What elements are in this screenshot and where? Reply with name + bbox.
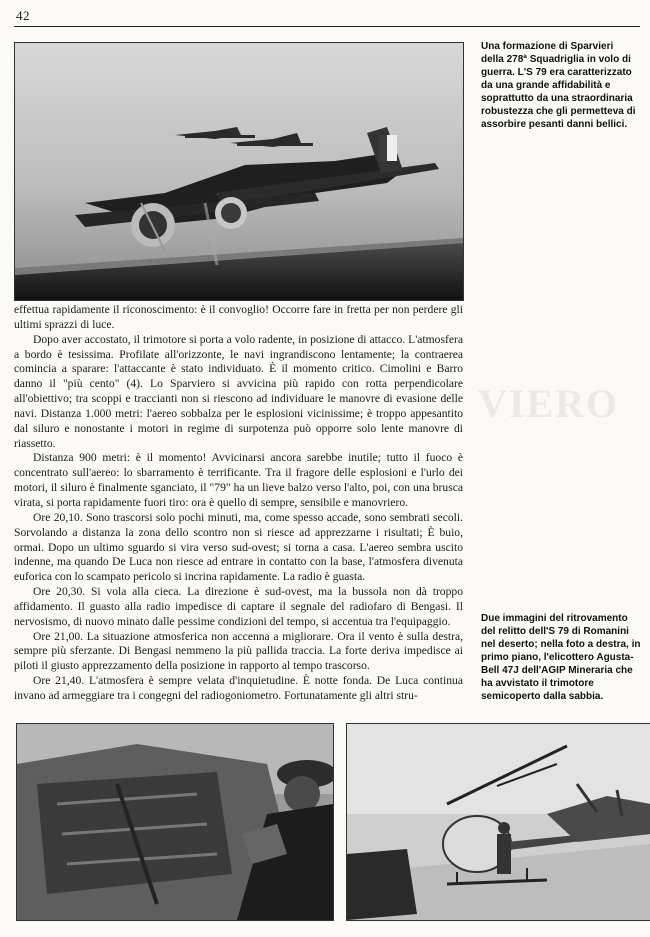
- helicopter-desert-photo: [346, 723, 650, 921]
- header-rule: [14, 26, 640, 27]
- top-photo-caption: Una formazione di Sparvieri della 278ª Squadriglia in volo di guerra. L'S 79 era caratterizzato da una grande affidabilità e soprattutto da una straordinaria robustezza che gli permetteva di assorbire pesanti danni bellici.: [481, 41, 636, 130]
- paragraph: Ore 21,00. La situazione atmosferica non accenna a migliorare. Ora il vento è sulla destra, sempre più sferzante. Di Bengasi nemmeno la più pallida traccia. La forte deriva impedisce ai piloti il giusto apprezzamento della posizione in rapporto al tempo trascorso.: [14, 629, 463, 673]
- page-number: 42: [16, 8, 30, 23]
- paragraph: Ore 20,30. Si vola alla cieca. La direzione è sud-ovest, ma la bussola non dà troppo affidamento. Il guasto alla radio impedisce di captare il segnale del radiofaro di Bengasi. Il nervosismo, di nuovo minato dalle pessime condizioni del tempo, si accentua tra l'equipaggio.: [14, 585, 463, 628]
- paragraph: Dopo aver accostato, il trimotore si porta a volo radente, in posizione di attacco. L'atmosfera a bordo è tesissima. Profilate all'orizzonte, le navi ingrandiscono lentamente; la contraerea comincia a sparare: l'attaccante è stato individuato. È il momento critico. Cimolini e Barro danno il "più cento" (4). Lo Sparviero si avvicina più rapido con rotta perpendicolare all'obiettivo; tra scoppi e traccianti non si riescono ad individuare le manovre di evasione delle navi. Distanza 1.000 metri: l'aereo sobbalza per le esplosioni vicinissime; è troppo appesantito dal siluro e nonostante i motori in regime di surpotenza può opporre solo lente manovre di riassetto.: [14, 332, 463, 450]
- paragraph: Ore 21,40. L'atmosfera è sempre velata d'inquietudine. È notte fonda. De Luca continua invano ad armeggiare tra i congegni del radiogoniometro. Fortunatamente gli altri stru-: [14, 674, 463, 702]
- bottom-photos-caption: Due immagini del ritrovamento del relitto dell'S 79 di Romanini nel deserto; nella foto a destra, in primo piano, l'elicottero Agusta-Bell 47J dell'AGIP Mineraria che ha avvistato il trimotore semicoperto dalla sabbia.: [481, 613, 641, 702]
- paragraph: effettua rapidamente il riconoscimento: è il convoglio! Occorre fare in fretta per non perdere gli ultimi sprazzi di luce.: [14, 303, 463, 331]
- wreck-closeup-photo: [16, 723, 334, 921]
- article-body: [14, 303, 463, 704]
- bleed-through-text: VIERO: [478, 381, 620, 426]
- paragraph: Ore 20,10. Sono trascorsi solo pochi minuti, ma, come spesso accade, sono sembrati secoli. Sorvolando a distanza la zona dello scontro non si riesce ad apprezzarne i risultati; È buio, ormai. Dopo un ultimo sguardo si vira verso sud-ovest; si torna a casa. L'aereo sembra uscito indenne, ma quando De Luca non riesce ad entrare in contatto con la base, l'atmosfera divenuta euforica con lo scampato pericolo si incrina rapidamente. La radio è guasta.: [14, 510, 463, 584]
- bomber-formation-photo: [14, 42, 464, 301]
- paragraph: Distanza 900 metri: è il momento! Avvicinarsi ancora sarebbe inutile; tutto il fuoco è concentrato sull'aereo: lo sbarramento è terrificante. Tra il fragore delle esplosioni e l'urlo dei motori, il siluro è finalmente sganciato, il "79" ha un lieve balzo verso l'alto, poi, con una brusca virata, si porta rapidamente fuori tiro: ora è quello di sempre, sensibile e manovriero.: [14, 451, 463, 509]
